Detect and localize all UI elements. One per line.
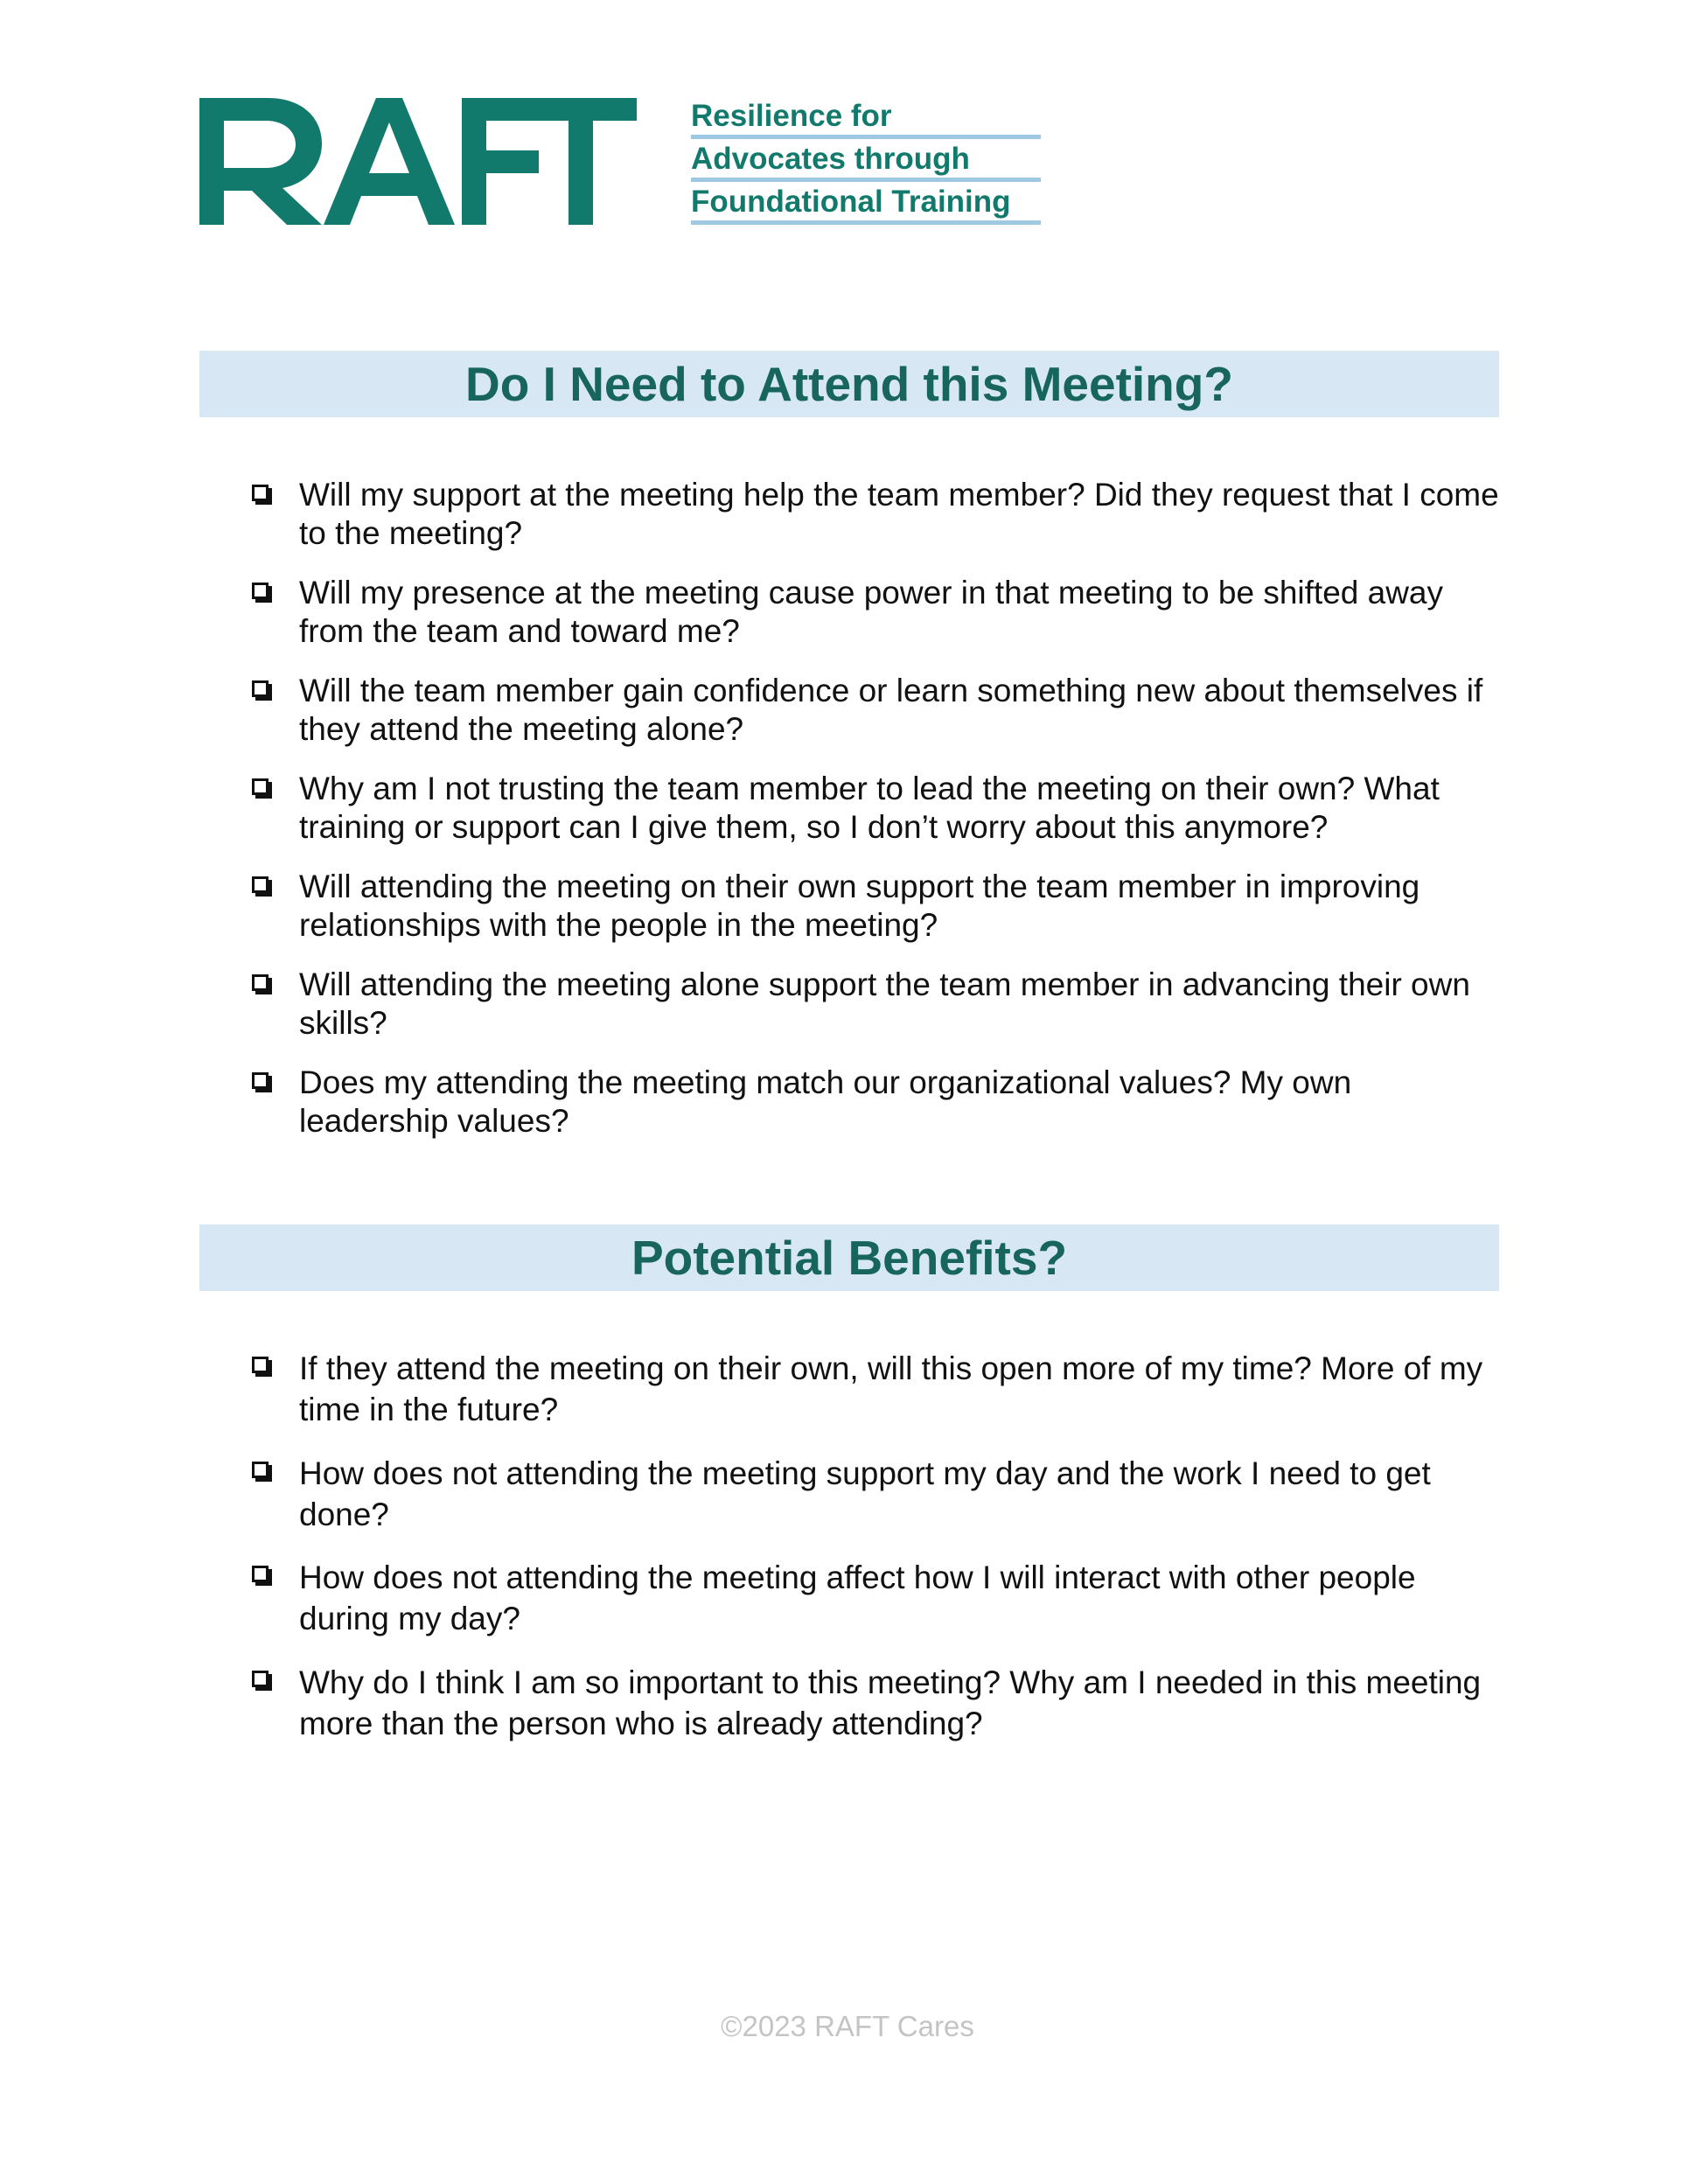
- checkbox-icon[interactable]: [252, 485, 269, 501]
- list-item-text: Will attending the meeting alone support the team member in advancing their own skills?: [299, 966, 1470, 1041]
- list-item-text: Will my presence at the meeting cause power in that meeting to be shifted away from the team and toward me?: [299, 575, 1444, 649]
- list-item-text: Will attending the meeting on their own support the team member in improving relationships with the people in the meeting?: [299, 869, 1420, 943]
- copyright-footer: ©2023 RAFT Cares: [721, 2010, 974, 2042]
- list-item: [250, 672, 1510, 749]
- list-item: [250, 966, 1510, 1043]
- checkbox-icon[interactable]: [252, 1462, 269, 1478]
- list-item: [250, 1453, 1510, 1535]
- list-item-text: Why do I think I am so important to this meeting? Why am I needed in this meeting more than the person who is already attending?: [299, 1664, 1482, 1741]
- list-item-text: Does my attending the meeting match our organizational values? My own leadership values?: [299, 1064, 1352, 1139]
- checkbox-icon[interactable]: [252, 1671, 269, 1687]
- tagline-line-3: Foundational Training: [691, 184, 1041, 225]
- list-item: [250, 1064, 1510, 1141]
- raft-logo: [199, 98, 1039, 229]
- list-item: [250, 1348, 1510, 1430]
- tagline-line-1: Resilience for: [691, 98, 1041, 139]
- list-item-text: If they attend the meeting on their own, will this open more of my time? More of my time in the future?: [299, 1350, 1483, 1427]
- list-item-text: Why am I not trusting the team member to lead the meeting on their own? What training or support can I give them, so I don’t worry about this anymore?: [299, 771, 1440, 845]
- list-item-text: How does not attending the meeting affect how I will interact with other people during my day?: [299, 1560, 1416, 1636]
- list-item: [250, 1662, 1510, 1744]
- checkbox-icon[interactable]: [252, 974, 269, 991]
- checkbox-icon[interactable]: [252, 583, 269, 599]
- tagline-line-2: Advocates through: [691, 141, 1041, 182]
- section-heading-benefits: Potential Benefits?: [199, 1225, 1499, 1291]
- list-item: [250, 868, 1510, 945]
- checkbox-icon[interactable]: [252, 778, 269, 795]
- list-item: [250, 1557, 1510, 1639]
- list-item-text: How does not attending the meeting support my day and the work I need to get done?: [299, 1455, 1431, 1532]
- checkbox-icon[interactable]: [252, 876, 269, 893]
- list-item: [250, 476, 1510, 553]
- checkbox-icon[interactable]: [252, 680, 269, 697]
- section-heading-attend: Do I Need to Attend this Meeting?: [199, 351, 1499, 417]
- checkbox-icon[interactable]: [252, 1357, 269, 1373]
- checkbox-icon[interactable]: [252, 1072, 269, 1089]
- list-item-text: Will the team member gain confidence or learn something new about themselves if they attend the meeting alone?: [299, 673, 1483, 747]
- raft-wordmark: [199, 98, 637, 229]
- list-item: [250, 574, 1510, 651]
- logo-tagline: [691, 98, 1041, 227]
- checkbox-icon[interactable]: [252, 1566, 269, 1582]
- list-item-text: Will my support at the meeting help the team member? Did they request that I come to the meeting?: [299, 477, 1499, 551]
- list-item: [250, 770, 1510, 847]
